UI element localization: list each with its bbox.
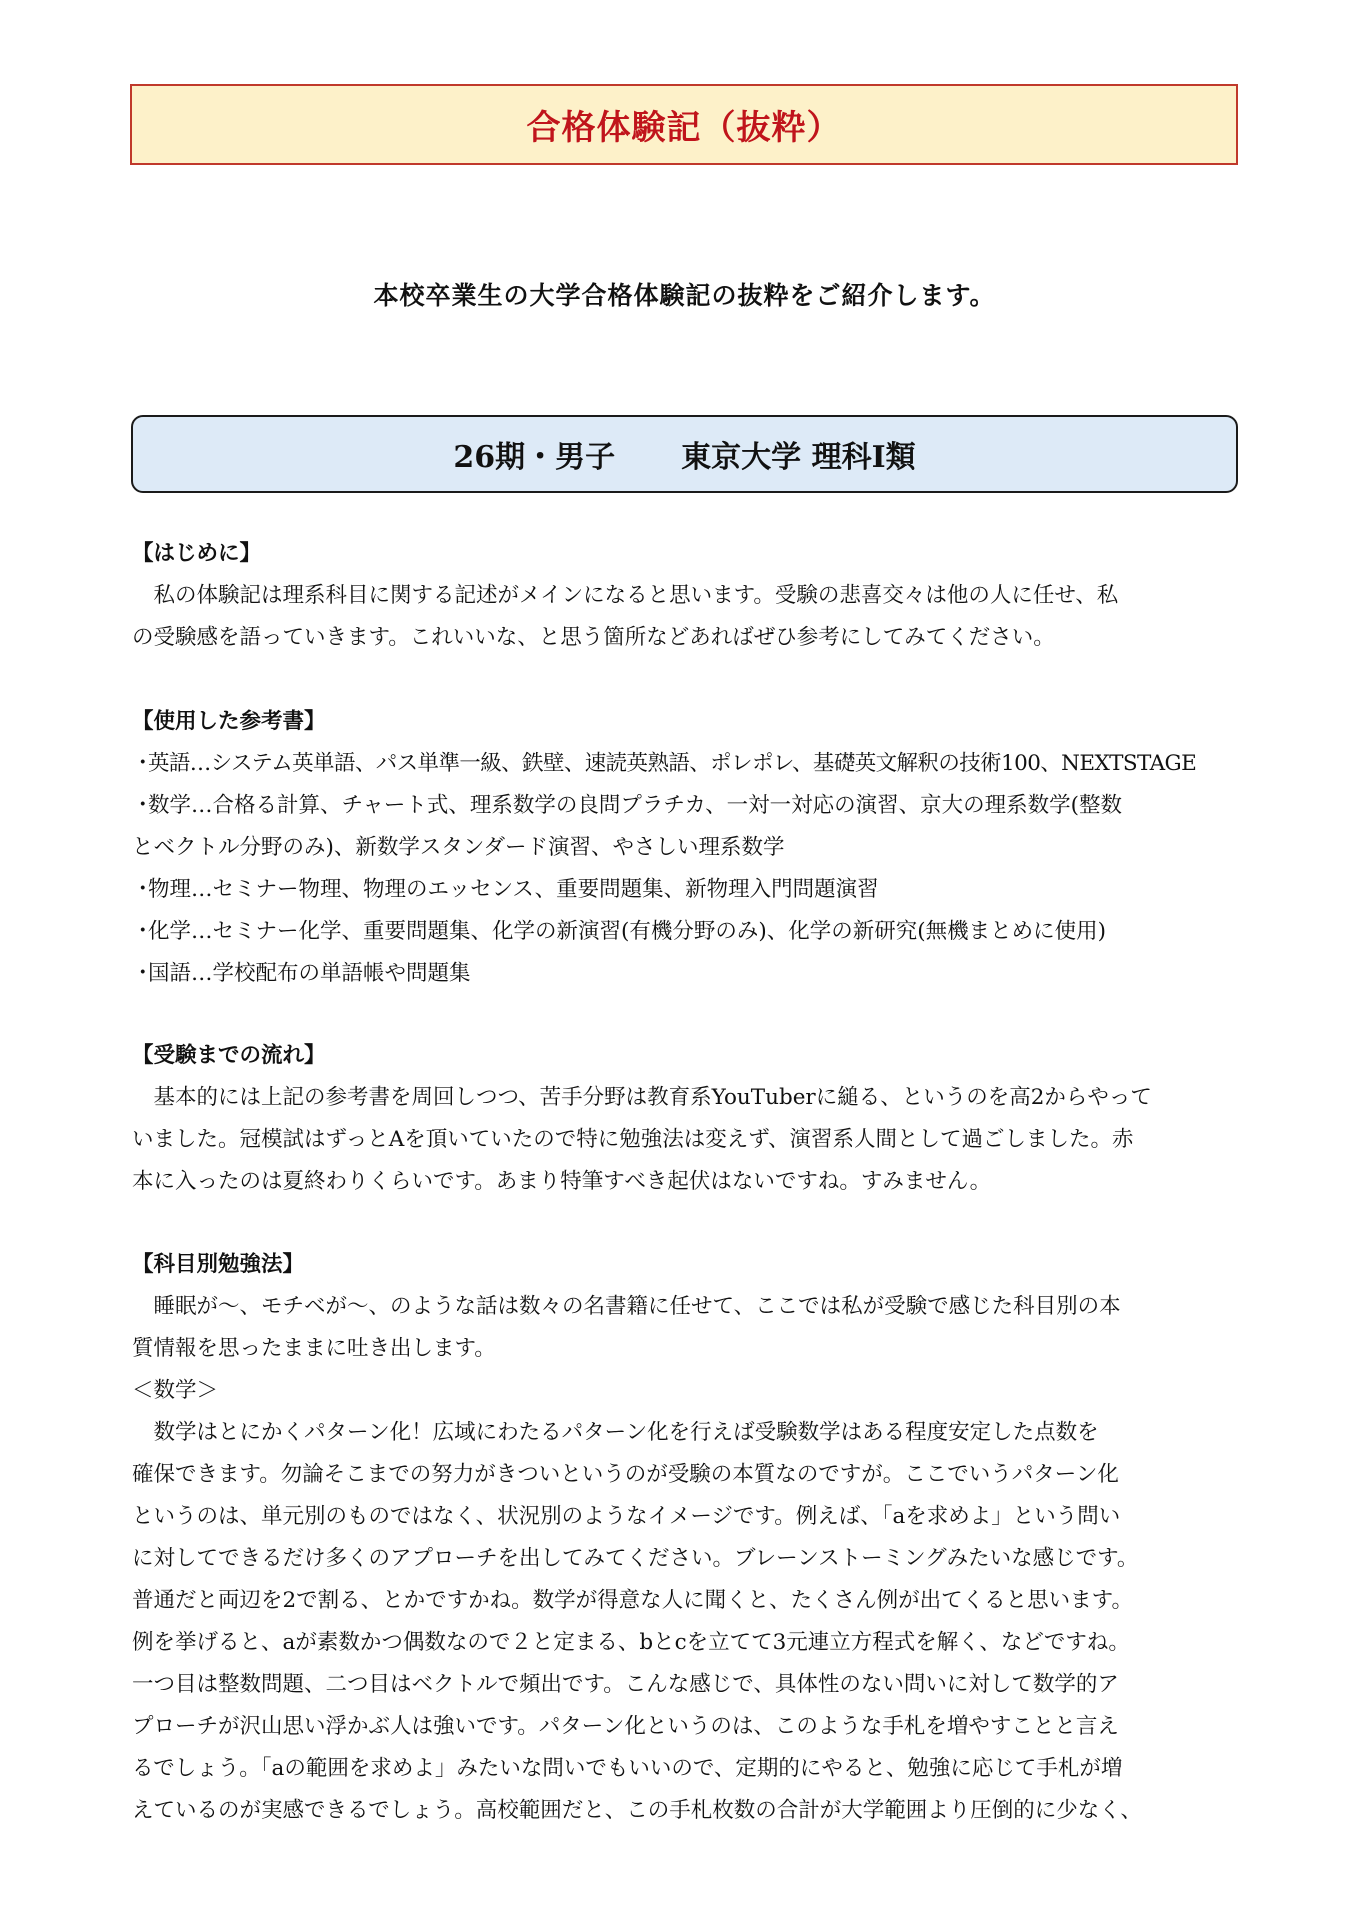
paragraph-line: 普通だと両辺を2で割る、とかですかね。数学が得意な人に聞くと、たくさん例が出てくると思います。 [132,1588,1133,1613]
list-item-continuation: とベクトル分野のみ)、新数学スタンダード演習、やさしい理系数学 [132,835,785,860]
section-study [132,1244,1240,1832]
paragraph-line: 質情報を思ったままに吐き出します。 [132,1336,496,1361]
paragraph-line: プローチが沢山思い浮かぶ人は強いです。パターン化というのは、このような手札を増やすことと言え [132,1714,1119,1739]
paragraph-line: に対してできるだけ多くのアプローチを出してみてください。ブレーンストーミングみたいな感じです。 [132,1546,1139,1571]
section-heading: 【科目別勉強法】 [132,1252,305,1277]
list-item: ・ 国語…学校配布の単語帳や問題集 [132,961,471,986]
paragraph-line: えているのが実感できるでしょう。高校範囲だと、この手札枚数の合計が大学範囲より圧倒的に少なく、 [132,1798,1142,1823]
section-books [132,701,1240,995]
section-heading: 【使用した参考書】 [132,709,326,734]
list-item: ・ 物理…セミナー物理、物理のエッセンス、重要問題集、新物理入門問題演習 [132,877,879,902]
paragraph-line: 一つ目は整数問題、二つ目はベクトルで頻出です。こんな感じで、具体性のない問いに対して数学的ア [132,1672,1119,1697]
paragraph-line: の受験感を語っていきます。これいいな、と思う箇所などあればぜひ参考にしてみてください。 [132,625,1055,650]
paragraph-line: 本に入ったのは夏終わりくらいです。あまり特筆すべき起伏はないですね。すみません。 [132,1169,992,1194]
profile-banner [131,415,1238,493]
section-hajimeni [132,533,1240,659]
section-heading: 【はじめに】 [132,541,262,566]
list-item: ・ 英語…システム英単語、パス単準一級、鉄壁、速読英熟語、ポレポレ、基礎英文解釈の技術100、NEXTSTAGE [132,751,1197,776]
paragraph-line: 数学はとにかくパターン化！広域にわたるパターン化を行えば受験数学はある程度安定した点数を [153,1420,1099,1445]
paragraph-line: いました。冠模試はずっとAを頂いていたので特に勉強法は変えず、演習系人間として過ごしました。赤 [132,1127,1134,1152]
section-flow [132,1035,1240,1203]
intro-text: 本校卒業生の大学合格体験記の抜粋をご紹介します。 [373,281,996,310]
paragraph-line: 例を挙げると、aが素数かつ偶数なので２と定まる、bとcを立てて3元連立方程式を解く、などですね。 [132,1630,1130,1655]
paragraph-line: 私の体験記は理系科目に関する記述がメインになると思います。受験の悲喜交々は他の人に任せ、私 [153,583,1119,608]
paragraph-line: るでしょう。「aの範囲を求めよ」みたいな問いでもいいので、定期的にやると、勉強に応じて手札が増 [132,1756,1123,1781]
title-banner [130,84,1238,165]
section-heading: 【受験までの流れ】 [132,1043,326,1068]
paragraph-line: 確保できます。勿論そこまでの努力がきついというのが受験の本質なのですが。ここでいうパターン化 [132,1462,1119,1487]
list-item: ・ 数学…合格る計算、チャート式、理系数学の良問プラチカ、一対一対応の演習、京大の理系数学(整数 [132,793,1122,818]
list-item: ・ 化学…セミナー化学、重要問題集、化学の新演習(有機分野のみ)、化学の新研究(無機まとめに使用) [132,919,1107,944]
page-title: 合格体験記（抜粋） [526,108,842,148]
paragraph-line: 睡眠が〜、モチベが〜、のような話は数々の名書籍に任せて、ここでは私が受験で感じた科目別の本 [153,1294,1121,1319]
profile-term-gender: 26期・男子 [453,440,616,475]
paragraph-line: というのは、単元別のものではなく、状況別のようなイメージです。例えば、「aを求めよ」という問い [132,1504,1121,1529]
math-subheading: ＜数学＞ [132,1378,219,1403]
paragraph-line: 基本的には上記の参考書を周回しつつ、苦手分野は教育系YouTuberに縋る、というのを高2からやって [153,1085,1152,1110]
profile-university: 東京大学 理科Ⅰ類 [681,440,916,475]
